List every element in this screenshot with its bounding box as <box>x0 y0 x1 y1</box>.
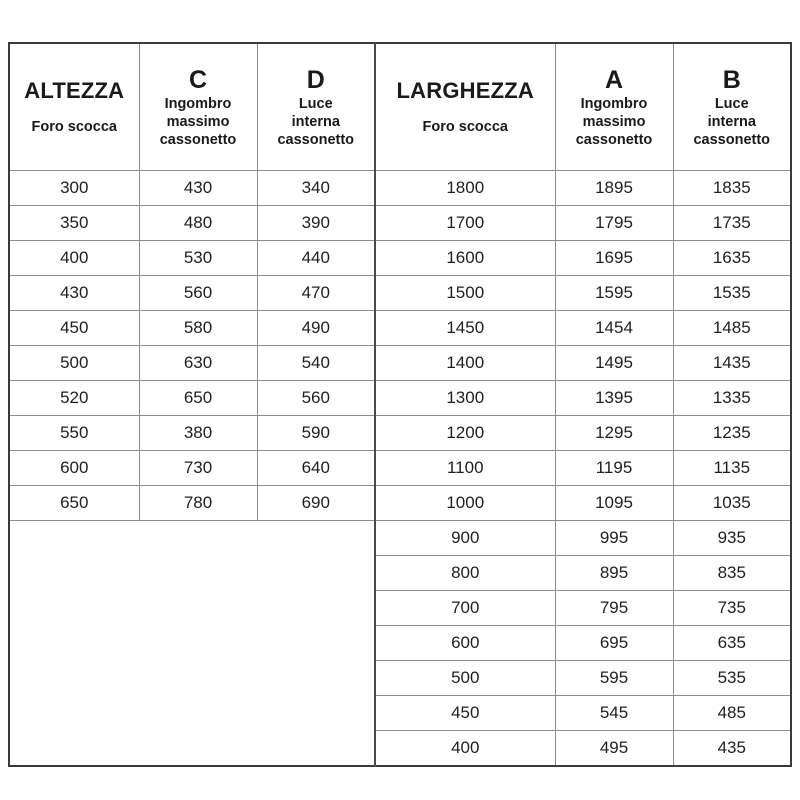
cell-b-9: 1035 <box>673 486 791 521</box>
header-line-b-2: cassonetto <box>693 131 771 148</box>
cell-altezza-0: 300 <box>9 171 139 206</box>
cell-c-8: 730 <box>139 451 257 486</box>
cell-d-8: 640 <box>257 451 375 486</box>
cell-altezza-3: 430 <box>9 276 139 311</box>
table-row <box>9 241 791 276</box>
cell-larghezza-10: 900 <box>375 521 555 556</box>
cell-a-13: 695 <box>555 626 673 661</box>
cell-b-3: 1535 <box>673 276 791 311</box>
header-line-b-1: interna <box>707 113 756 130</box>
cell-larghezza-12: 700 <box>375 591 555 626</box>
column-header-larghezza <box>375 43 555 171</box>
header-line-d-2: cassonetto <box>277 131 355 148</box>
column-header-b <box>673 43 791 171</box>
cell-a-6: 1395 <box>555 381 673 416</box>
cell-c-3: 560 <box>139 276 257 311</box>
column-header-c <box>139 43 257 171</box>
cell-altezza-6: 520 <box>9 381 139 416</box>
header-line-d-1: interna <box>291 113 340 130</box>
table-row <box>9 171 791 206</box>
cell-a-2: 1695 <box>555 241 673 276</box>
cell-altezza-5: 500 <box>9 346 139 381</box>
header-line-c-2: cassonetto <box>159 131 237 148</box>
cell-larghezza-15: 450 <box>375 696 555 731</box>
cell-b-12: 735 <box>673 591 791 626</box>
cell-b-13: 635 <box>673 626 791 661</box>
cell-larghezza-9: 1000 <box>375 486 555 521</box>
cell-a-9: 1095 <box>555 486 673 521</box>
cell-b-14: 535 <box>673 661 791 696</box>
cell-a-10: 995 <box>555 521 673 556</box>
header-subtitle-altezza: Foro scocca <box>31 118 117 135</box>
cell-b-8: 1135 <box>673 451 791 486</box>
cell-c-2: 530 <box>139 241 257 276</box>
cell-larghezza-14: 500 <box>375 661 555 696</box>
cell-d-9: 690 <box>257 486 375 521</box>
table-row <box>9 381 791 416</box>
column-header-a <box>555 43 673 171</box>
cell-larghezza-16: 400 <box>375 731 555 767</box>
cell-d-7: 590 <box>257 416 375 451</box>
cell-altezza-4: 450 <box>9 311 139 346</box>
table-row <box>9 451 791 486</box>
cell-d-3: 470 <box>257 276 375 311</box>
header-subtitle-larghezza: Foro scocca <box>422 118 508 135</box>
cell-d-4: 490 <box>257 311 375 346</box>
header-letter-d: D <box>306 65 325 94</box>
header-lines-b <box>674 96 791 149</box>
cell-altezza-9: 650 <box>9 486 139 521</box>
header-line-c-0: Ingombro <box>164 96 232 113</box>
header-lines-a <box>556 96 673 149</box>
cell-larghezza-5: 1400 <box>375 346 555 381</box>
column-header-d <box>257 43 375 171</box>
cell-a-14: 595 <box>555 661 673 696</box>
cell-c-1: 480 <box>139 206 257 241</box>
header-letter-b: B <box>722 65 741 94</box>
header-title-larghezza: LARGHEZZA <box>396 77 534 103</box>
cell-b-1: 1735 <box>673 206 791 241</box>
header-line-a-1: massimo <box>582 113 646 130</box>
table-row <box>9 311 791 346</box>
spec-table-container <box>8 42 790 757</box>
cell-larghezza-2: 1600 <box>375 241 555 276</box>
table-row <box>9 276 791 311</box>
cell-d-5: 540 <box>257 346 375 381</box>
cell-d-2: 440 <box>257 241 375 276</box>
table-row <box>9 521 791 556</box>
cell-a-0: 1895 <box>555 171 673 206</box>
cell-b-0: 1835 <box>673 171 791 206</box>
cell-b-10: 935 <box>673 521 791 556</box>
cell-larghezza-3: 1500 <box>375 276 555 311</box>
cell-altezza-8: 600 <box>9 451 139 486</box>
empty-merged-area <box>9 521 375 767</box>
cell-altezza-7: 550 <box>9 416 139 451</box>
cell-larghezza-13: 600 <box>375 626 555 661</box>
cell-a-3: 1595 <box>555 276 673 311</box>
header-lines-c <box>140 96 257 149</box>
header-letter-a: A <box>604 65 624 94</box>
cell-c-5: 630 <box>139 346 257 381</box>
cell-a-4: 1454 <box>555 311 673 346</box>
cell-larghezza-6: 1300 <box>375 381 555 416</box>
cell-b-7: 1235 <box>673 416 791 451</box>
header-line-a-0: Ingombro <box>580 96 648 113</box>
dimensions-table <box>8 42 792 767</box>
cell-a-12: 795 <box>555 591 673 626</box>
cell-larghezza-0: 1800 <box>375 171 555 206</box>
table-row <box>9 416 791 451</box>
cell-larghezza-4: 1450 <box>375 311 555 346</box>
header-line-c-1: massimo <box>166 113 230 130</box>
cell-c-6: 650 <box>139 381 257 416</box>
cell-a-7: 1295 <box>555 416 673 451</box>
cell-altezza-2: 400 <box>9 241 139 276</box>
cell-altezza-1: 350 <box>9 206 139 241</box>
cell-d-0: 340 <box>257 171 375 206</box>
cell-b-4: 1485 <box>673 311 791 346</box>
cell-b-2: 1635 <box>673 241 791 276</box>
cell-a-11: 895 <box>555 556 673 591</box>
table-row <box>9 346 791 381</box>
cell-c-0: 430 <box>139 171 257 206</box>
cell-d-1: 390 <box>257 206 375 241</box>
cell-b-6: 1335 <box>673 381 791 416</box>
cell-a-1: 1795 <box>555 206 673 241</box>
header-line-d-0: Luce <box>298 96 333 113</box>
table-row <box>9 206 791 241</box>
header-lines-d <box>258 96 375 149</box>
header-line-b-0: Luce <box>714 96 749 113</box>
table-row <box>9 486 791 521</box>
cell-b-15: 485 <box>673 696 791 731</box>
cell-c-7: 380 <box>139 416 257 451</box>
cell-a-16: 495 <box>555 731 673 767</box>
cell-larghezza-7: 1200 <box>375 416 555 451</box>
cell-b-5: 1435 <box>673 346 791 381</box>
header-line-a-2: cassonetto <box>575 131 653 148</box>
cell-larghezza-11: 800 <box>375 556 555 591</box>
cell-c-4: 580 <box>139 311 257 346</box>
cell-larghezza-8: 1100 <box>375 451 555 486</box>
cell-a-8: 1195 <box>555 451 673 486</box>
header-main-altezza <box>10 44 139 170</box>
header-main-larghezza <box>376 44 555 170</box>
cell-c-9: 780 <box>139 486 257 521</box>
table-header-row <box>9 43 791 171</box>
cell-b-11: 835 <box>673 556 791 591</box>
cell-a-5: 1495 <box>555 346 673 381</box>
column-header-altezza <box>9 43 139 171</box>
cell-larghezza-1: 1700 <box>375 206 555 241</box>
header-letter-c: C <box>188 65 208 94</box>
cell-b-16: 435 <box>673 731 791 767</box>
header-title-altezza: ALTEZZA <box>24 77 125 103</box>
cell-d-6: 560 <box>257 381 375 416</box>
cell-a-15: 545 <box>555 696 673 731</box>
